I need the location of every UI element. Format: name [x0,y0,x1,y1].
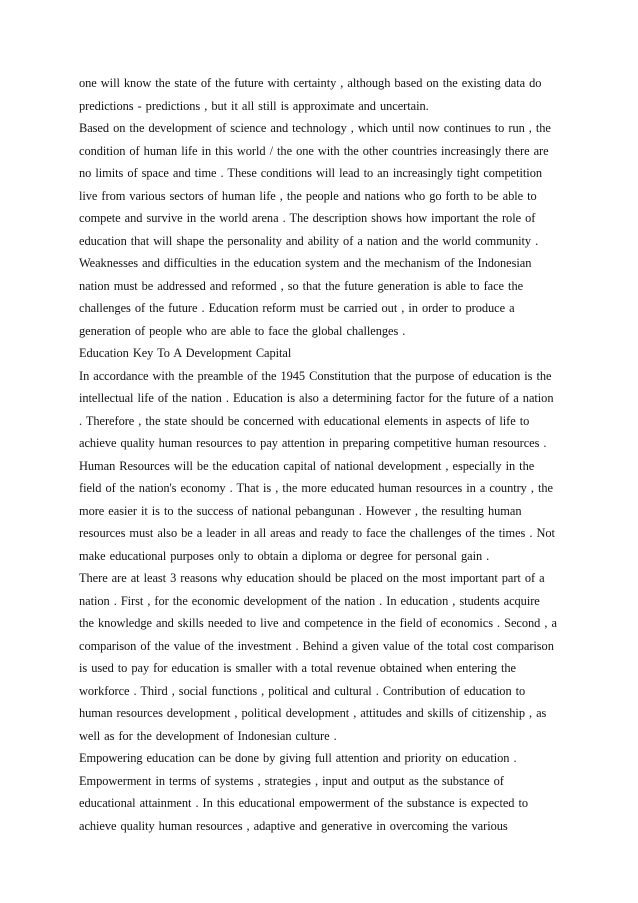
text-line: Based on the development of science and technology , which until now continues to run , the [79,121,551,135]
text-line: condition of human life in this world / the one with the other countries increasingly there are [79,143,549,158]
text-line: Empowerment in terms of systems , strategies , input and output as the substance of [79,773,504,788]
text-line: human resources development , political development , attitudes and skills of citizenship , as [79,706,547,720]
text-line: achieve quality human resources to pay attention in preparing competitive human resources . [79,436,547,450]
text-line: achieve quality human resources , adaptive and generative in overcoming the various [79,818,508,833]
text-line: Empowering education can be done by giving full attention and priority on education . [79,751,517,765]
text-line: generation of people who are able to face the global challenges . [79,323,406,338]
text-line: is used to pay for education is smaller with a total revenue obtained when entering the [79,661,516,675]
text-line: There are at least 3 reasons why education should be placed on the most important part of a [79,571,545,585]
text-line: In accordance with the preamble of the 1945 Constitution that the purpose of education is the [79,368,552,383]
text-line: field of the nation's economy . That is , the more educated human resources in a country , the [79,481,553,495]
text-line: live from various sectors of human life , the people and nations who go forth to be able to [79,188,537,203]
text-line: well as for the development of Indonesian culture . [79,728,337,743]
text-line: make educational purposes only to obtain a diploma or degree for personal gain . [79,548,490,563]
text-line: challenges of the future . Education reform must be carried out , in order to produce a [79,301,515,315]
text-line: intellectual life of the nation . Education is also a determining factor for the future of a nation [79,391,554,405]
text-line: . Therefore , the state should be concerned with educational elements in aspects of life to [79,413,530,428]
text-line: no limits of space and time . These conditions will lead to an increasingly tight competition [79,166,542,180]
text-line: nation . First , for the economic development of the nation . In education , students acquire [79,593,540,608]
text-line: education that will shape the personality and ability of a nation and the world community . [79,233,539,248]
text-line: predictions - predictions , but it all still is approximate and uncertain. [79,98,429,113]
text-line: Weaknesses and difficulties in the education system and the mechanism of the Indonesian [79,256,532,270]
text-line: workforce . Third , social functions , political and cultural . Contribution of education to [79,683,526,698]
text-line: resources must also be a leader in all areas and ready to face the challenges of the times . Not [79,526,555,540]
section-heading: Education Key To A Development Capital [79,346,292,360]
text-line: comparison of the value of the investment . Behind a given value of the total cost comparison [79,638,554,653]
text-line: educational attainment . In this educational empowerment of the substance is expected to [79,796,529,810]
text-line: Human Resources will be the education capital of national development , especially in the [79,458,535,473]
text-line: compete and survive in the world arena . The description shows how important the role of [79,211,536,225]
text-line: the knowledge and skills needed to live and competence in the field of economics . Second , a [79,616,557,630]
text-line: more easier it is to the success of national pebangunan . However , the resulting human [79,503,522,518]
body-text [79,72,579,837]
text-line: one will know the state of the future with certainty , although based on the existing data do [79,76,542,90]
text-line: nation must be addressed and reformed , so that the future generation is able to face the [79,278,524,293]
